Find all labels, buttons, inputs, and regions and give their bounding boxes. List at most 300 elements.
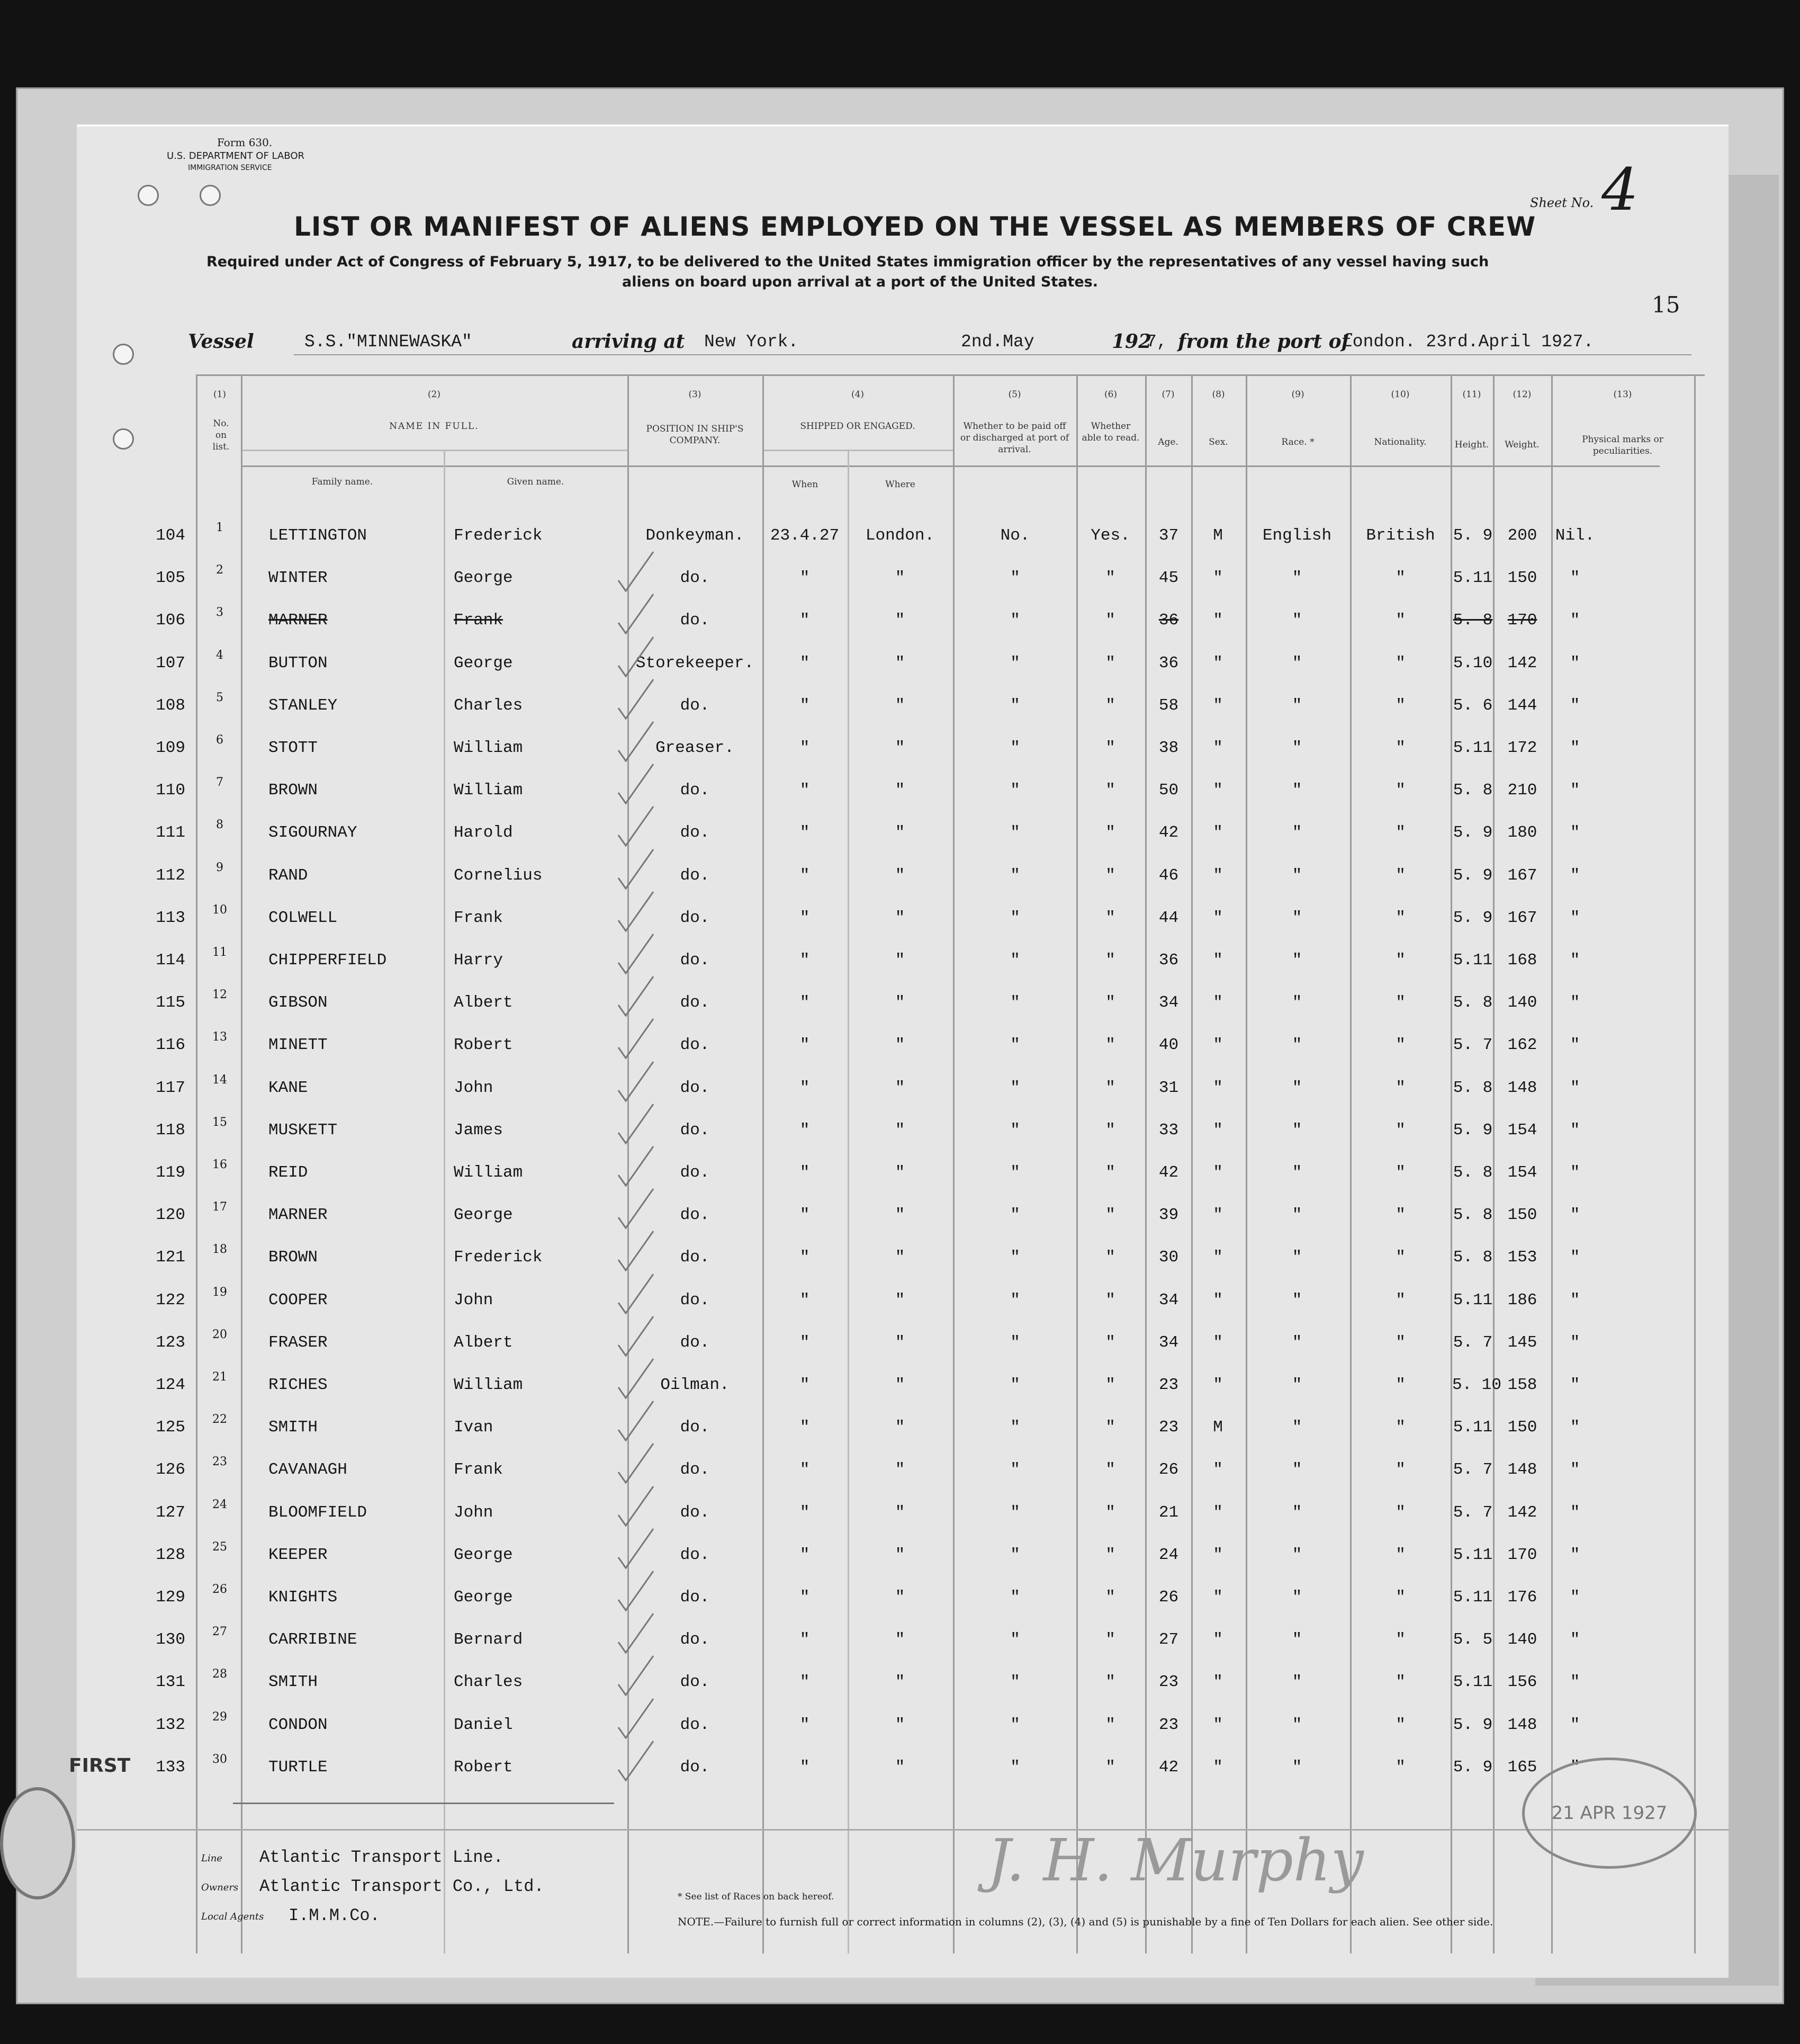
row-shipped-where: "	[895, 1120, 905, 1140]
row-ref-number: 106	[156, 611, 185, 630]
row-weight: 186	[1507, 1290, 1537, 1310]
row-nationality: "	[1396, 739, 1406, 757]
row-age: 46	[1158, 866, 1179, 885]
owners-value: Atlantic Transport Co., Ltd.	[259, 1877, 544, 1896]
col-shipped-number: (4)	[851, 389, 865, 400]
row-ref-number: 110	[156, 781, 185, 800]
row-sex: "	[1213, 1545, 1223, 1564]
requirement-line-1: Required under Act of Congress of February 5, 1917, to be delivered to the United States immigration officer by the representatives of any vessel having such	[206, 254, 1489, 270]
row-able-to-read: "	[1105, 1120, 1115, 1140]
row-shipped-where: "	[895, 653, 905, 673]
row-ref-number: 119	[156, 1163, 185, 1182]
row-age: 31	[1158, 1078, 1179, 1097]
row-shipped-when: "	[799, 908, 810, 927]
row-height: 5. 9	[1453, 866, 1493, 885]
row-sex: "	[1213, 1248, 1223, 1267]
row-sex: "	[1213, 739, 1223, 757]
row-ref-number: 115	[156, 993, 185, 1012]
col-sex-number: (8)	[1212, 389, 1225, 400]
row-able-to-read: "	[1105, 866, 1115, 885]
row-position: do.	[680, 1290, 710, 1310]
row-sex: "	[1213, 1460, 1223, 1480]
row-position: do.	[680, 823, 710, 842]
row-shipped-when: 23.4.27	[770, 526, 840, 545]
check-mark-icon	[614, 1100, 656, 1147]
row-ref-number: 120	[156, 1206, 185, 1225]
row-sex: "	[1213, 823, 1223, 842]
row-able-to-read: "	[1105, 1758, 1115, 1777]
row-ref-number: 117	[156, 1078, 185, 1097]
row-race: "	[1292, 653, 1302, 673]
row-height: 5. 9	[1453, 526, 1493, 545]
row-shipped-when: "	[799, 866, 810, 885]
row-shipped-where: "	[895, 1418, 905, 1437]
row-shipped-when: "	[799, 1206, 810, 1225]
consulate-seal	[0, 1787, 75, 1899]
row-weight: 150	[1507, 1206, 1537, 1225]
row-paid-off: "	[1010, 1333, 1020, 1352]
row-nationality: "	[1396, 1290, 1406, 1310]
row-position: do.	[680, 1078, 710, 1097]
row-physical-marks: "	[1570, 1120, 1580, 1140]
row-weight: 168	[1507, 951, 1537, 970]
header-bottom-rule	[241, 465, 1660, 467]
row-physical-marks: "	[1570, 696, 1580, 715]
table-row	[77, 691, 1729, 739]
row-nationality: "	[1396, 993, 1406, 1012]
arriving-label: arriving at	[572, 330, 685, 353]
row-shipped-when: "	[799, 1078, 810, 1097]
row-nationality: "	[1396, 1163, 1406, 1182]
table-row	[77, 1030, 1729, 1078]
row-position: do.	[680, 569, 710, 588]
row-family-name: SIGOURNAY	[268, 823, 357, 842]
row-height: 5. 7	[1453, 1333, 1493, 1352]
row-nationality: "	[1396, 611, 1406, 630]
row-family-name: SMITH	[268, 1418, 318, 1437]
row-race: "	[1292, 1418, 1302, 1437]
row-race: "	[1292, 993, 1302, 1012]
row-physical-marks: "	[1570, 1460, 1580, 1480]
row-age: 26	[1158, 1460, 1179, 1480]
row-list-number: 9	[216, 860, 223, 874]
row-ref-number: 132	[156, 1715, 185, 1734]
row-physical-marks: "	[1570, 1418, 1580, 1437]
row-given-name: James	[454, 1120, 503, 1140]
check-mark-icon	[614, 548, 656, 595]
col-position-number: (3)	[688, 389, 701, 400]
row-height: 5. 8	[1453, 611, 1493, 630]
punch-hole	[113, 428, 134, 450]
row-age: 21	[1158, 1503, 1179, 1522]
row-sex: "	[1213, 1673, 1223, 1692]
row-nationality: "	[1396, 1715, 1406, 1734]
row-weight: 165	[1507, 1758, 1537, 1777]
row-given-name: George	[454, 1206, 513, 1225]
col-no-number: (1)	[213, 389, 227, 400]
row-sex: "	[1213, 696, 1223, 715]
row-family-name: KANE	[268, 1078, 308, 1097]
row-list-number: 1	[216, 521, 223, 534]
row-shipped-where: "	[895, 1036, 905, 1055]
row-height: 5.11	[1453, 1588, 1493, 1607]
row-ref-number: 133	[156, 1758, 185, 1777]
row-position: Storekeeper.	[635, 653, 754, 673]
from-port-label: from the port of	[1178, 330, 1350, 353]
margin-number: 15	[1652, 292, 1680, 318]
line-label: Line	[201, 1853, 222, 1864]
row-able-to-read: "	[1105, 951, 1115, 970]
check-mark-icon	[614, 718, 656, 765]
row-paid-off: "	[1010, 1673, 1020, 1692]
row-race: "	[1292, 1163, 1302, 1182]
year-suffix: 7,	[1146, 332, 1167, 352]
row-given-name: Bernard	[454, 1630, 523, 1649]
row-given-name: William	[454, 1376, 523, 1394]
row-family-name: STOTT	[268, 739, 318, 757]
row-sex: "	[1213, 1333, 1223, 1352]
row-height: 5.11	[1453, 1290, 1493, 1310]
row-given-name: Frederick	[454, 1248, 543, 1267]
row-ref-number: 109	[156, 739, 185, 757]
row-sex: "	[1213, 951, 1223, 970]
row-family-name: WINTER	[268, 569, 328, 588]
row-given-name: George	[454, 1545, 513, 1564]
row-age: 23	[1158, 1376, 1179, 1394]
row-given-name: George	[454, 1588, 513, 1607]
row-nationality: "	[1396, 653, 1406, 673]
row-age: 37	[1158, 526, 1179, 545]
row-shipped-where: "	[895, 823, 905, 842]
row-list-number: 10	[212, 903, 227, 917]
col-weight-header: Weight.	[1505, 440, 1540, 450]
col-where-header: Where	[885, 479, 915, 490]
row-family-name: STANLEY	[268, 696, 338, 715]
col-paid-header: Whether to be paid off or discharged at port of arrival.	[960, 421, 1069, 455]
col-marks-header: Physical marks or peculiarities.	[1582, 434, 1663, 456]
row-list-number: 19	[212, 1285, 227, 1299]
col-shipped-header: SHIPPED OR ENGAGED.	[800, 421, 915, 432]
table-row	[77, 1498, 1729, 1546]
row-shipped-when: "	[799, 951, 810, 970]
row-race: "	[1292, 1715, 1302, 1734]
row-race: "	[1292, 823, 1302, 842]
punch-hole	[138, 185, 159, 206]
col-nationality-number: (10)	[1391, 389, 1410, 400]
row-shipped-where: "	[895, 1248, 905, 1267]
row-weight: 145	[1507, 1333, 1537, 1352]
row-family-name: CAVANAGH	[268, 1460, 347, 1480]
row-weight: 156	[1507, 1673, 1537, 1692]
row-ref-number: 116	[156, 1036, 185, 1055]
col-name-header: NAME IN FULL.	[389, 421, 479, 432]
row-given-name: William	[454, 739, 523, 757]
row-shipped-when: "	[799, 993, 810, 1012]
row-paid-off: "	[1010, 569, 1020, 588]
row-weight: 180	[1507, 823, 1537, 842]
row-physical-marks: "	[1570, 569, 1580, 588]
row-shipped-where: "	[895, 696, 905, 715]
table-row	[77, 903, 1729, 951]
table-row	[77, 1115, 1729, 1163]
row-race: "	[1292, 1036, 1302, 1055]
row-weight: 158	[1507, 1376, 1537, 1394]
table-row	[77, 776, 1729, 823]
row-able-to-read: Yes.	[1091, 526, 1130, 545]
row-shipped-when: "	[799, 1588, 810, 1607]
row-shipped-when: "	[799, 1333, 810, 1352]
row-list-number: 17	[212, 1200, 227, 1214]
row-paid-off: "	[1010, 1376, 1020, 1394]
row-shipped-where: "	[895, 1630, 905, 1649]
row-sex: "	[1213, 1036, 1223, 1055]
check-mark-icon	[614, 802, 656, 850]
row-height: 5.11	[1453, 1418, 1493, 1437]
table-row	[77, 1455, 1729, 1503]
table-row	[77, 1710, 1729, 1758]
agents-value: I.M.M.Co.	[289, 1906, 380, 1925]
row-height: 5. 6	[1453, 696, 1493, 715]
punch-hole	[113, 344, 134, 365]
row-age: 27	[1158, 1630, 1179, 1649]
row-height: 5. 8	[1453, 1078, 1493, 1097]
col-race-header: Race. *	[1281, 437, 1315, 447]
row-height: 5. 9	[1453, 1715, 1493, 1734]
row-race: "	[1292, 1290, 1302, 1310]
departure-port: London. 23rd.April 1927.	[1342, 332, 1594, 352]
row-family-name: RICHES	[268, 1376, 328, 1394]
row-given-name: Harold	[454, 823, 513, 842]
row-sex: "	[1213, 908, 1223, 927]
row-family-name: LETTINGTON	[268, 526, 367, 545]
row-shipped-where: "	[895, 908, 905, 927]
row-paid-off: No.	[1000, 526, 1030, 545]
sheet-label: Sheet No.	[1530, 195, 1594, 210]
first-mark: FIRST	[69, 1755, 131, 1777]
row-weight: 167	[1507, 908, 1537, 927]
row-family-name: COLWELL	[268, 908, 338, 927]
col-marks-number: (13)	[1613, 389, 1632, 400]
row-weight: 162	[1507, 1036, 1537, 1055]
row-physical-marks: "	[1570, 1503, 1580, 1522]
col-no-header: No. on list.	[212, 418, 230, 452]
check-mark-icon	[614, 845, 656, 893]
row-shipped-where: "	[895, 1460, 905, 1480]
office-stamp	[1522, 1758, 1697, 1869]
row-able-to-read: "	[1105, 823, 1115, 842]
row-paid-off: "	[1010, 951, 1020, 970]
table-row	[77, 1752, 1729, 1800]
row-age: 39	[1158, 1206, 1179, 1225]
row-list-number: 8	[216, 818, 223, 832]
races-note: * See list of Races on back hereof.	[678, 1891, 834, 1902]
row-physical-marks: "	[1570, 1036, 1580, 1055]
row-able-to-read: "	[1105, 1290, 1115, 1310]
row-shipped-when: "	[799, 1715, 810, 1734]
table-row	[77, 521, 1729, 569]
agents-label: Local Agents	[201, 1911, 264, 1922]
col-when-header: When	[791, 479, 818, 490]
row-weight: 148	[1507, 1078, 1537, 1097]
row-family-name: GIBSON	[268, 993, 328, 1012]
table-row	[77, 1583, 1729, 1630]
row-shipped-when: "	[799, 1758, 810, 1777]
row-paid-off: "	[1010, 993, 1020, 1012]
row-ref-number: 130	[156, 1630, 185, 1649]
row-sex: "	[1213, 1758, 1223, 1777]
row-weight: 140	[1507, 993, 1537, 1012]
row-shipped-when: "	[799, 1036, 810, 1055]
row-list-number: 7	[216, 776, 223, 790]
row-physical-marks: "	[1570, 739, 1580, 757]
row-position: do.	[680, 866, 710, 885]
row-sex: "	[1213, 781, 1223, 800]
row-weight: 172	[1507, 739, 1537, 757]
row-position: do.	[680, 1163, 710, 1182]
row-age: 23	[1158, 1715, 1179, 1734]
row-physical-marks: "	[1570, 611, 1580, 630]
row-position: do.	[680, 1418, 710, 1437]
row-race: "	[1292, 866, 1302, 885]
col-position-header: POSITION IN SHIP'S COMPANY.	[646, 424, 744, 446]
row-paid-off: "	[1010, 908, 1020, 927]
col-read-number: (6)	[1104, 389, 1118, 400]
row-given-name: Frank	[454, 1460, 503, 1480]
row-shipped-where: "	[895, 951, 905, 970]
row-age: 30	[1158, 1248, 1179, 1267]
row-physical-marks: "	[1570, 1588, 1580, 1607]
row-family-name: BROWN	[268, 781, 318, 800]
row-sex: "	[1213, 1078, 1223, 1097]
table-top-rule	[196, 374, 1705, 376]
row-nationality: "	[1396, 1078, 1406, 1097]
row-race: "	[1292, 1206, 1302, 1225]
row-sex: M	[1213, 526, 1223, 545]
row-position: do.	[680, 1248, 710, 1267]
year-prefix: 192	[1112, 330, 1152, 353]
row-weight: 154	[1507, 1163, 1537, 1182]
row-list-number: 25	[212, 1540, 227, 1554]
row-nationality: "	[1396, 823, 1406, 842]
row-age: 33	[1158, 1120, 1179, 1140]
row-able-to-read: "	[1105, 1460, 1115, 1480]
row-nationality: "	[1396, 1460, 1406, 1480]
row-position: do.	[680, 1588, 710, 1607]
row-physical-marks: "	[1570, 653, 1580, 673]
row-shipped-when: "	[799, 781, 810, 800]
row-shipped-where: "	[895, 866, 905, 885]
row-position: do.	[680, 993, 710, 1012]
row-list-number: 11	[212, 946, 227, 959]
row-nationality: "	[1396, 1418, 1406, 1437]
row-shipped-where: London.	[865, 526, 935, 545]
fine-note: NOTE.—Failure to furnish full or correct information in columns (2), (3), (4) and (5) is punishable by a fine of Ten Dollars for each alien. See other side.	[678, 1915, 1493, 1928]
row-paid-off: "	[1010, 1290, 1020, 1310]
row-sex: "	[1213, 1163, 1223, 1182]
row-able-to-read: "	[1105, 569, 1115, 588]
footer-rule	[77, 1829, 1729, 1831]
row-given-name: John	[454, 1078, 493, 1097]
row-list-number: 28	[212, 1668, 227, 1681]
row-able-to-read: "	[1105, 1588, 1115, 1607]
row-list-number: 20	[212, 1328, 227, 1341]
row-ref-number: 114	[156, 951, 185, 970]
row-list-number: 24	[212, 1498, 227, 1511]
row-ref-number: 111	[156, 823, 185, 842]
arrival-date: 2nd.May	[961, 332, 1034, 352]
table-row	[77, 1413, 1729, 1460]
row-age: 50	[1158, 781, 1179, 800]
row-shipped-when: "	[799, 696, 810, 715]
row-paid-off: "	[1010, 1206, 1020, 1225]
row-age: 45	[1158, 569, 1179, 588]
row-paid-off: "	[1010, 611, 1020, 630]
row-physical-marks: "	[1570, 1715, 1580, 1734]
row-shipped-when: "	[799, 1630, 810, 1649]
row-paid-off: "	[1010, 781, 1020, 800]
row-given-name: William	[454, 1163, 523, 1182]
row-family-name: MINETT	[268, 1036, 328, 1055]
row-able-to-read: "	[1105, 1206, 1115, 1225]
row-shipped-when: "	[799, 1673, 810, 1692]
vessel-name: S.S."MINNEWASKA"	[304, 332, 472, 352]
check-mark-icon	[614, 1185, 656, 1232]
check-mark-icon	[614, 1482, 656, 1530]
row-nationality: "	[1396, 1376, 1406, 1394]
row-able-to-read: "	[1105, 993, 1115, 1012]
row-ref-number: 126	[156, 1460, 185, 1480]
signature: J. H. Murphy	[987, 1826, 1364, 1894]
table-row	[77, 563, 1729, 611]
row-shipped-where: "	[895, 1588, 905, 1607]
row-age: 23	[1158, 1418, 1179, 1437]
check-mark-icon	[614, 633, 656, 680]
row-height: 5. 7	[1453, 1460, 1493, 1480]
row-physical-marks: "	[1570, 1545, 1580, 1564]
row-able-to-read: "	[1105, 1545, 1115, 1564]
row-given-name: William	[454, 781, 523, 800]
row-nationality: "	[1396, 1758, 1406, 1777]
row-height: 5. 8	[1453, 781, 1493, 800]
row-sex: "	[1213, 653, 1223, 673]
col-height-header: Height.	[1454, 440, 1489, 450]
row-physical-marks: "	[1570, 1290, 1580, 1310]
row-shipped-where: "	[895, 993, 905, 1012]
row-ref-number: 104	[156, 526, 185, 545]
row-age: 44	[1158, 908, 1179, 927]
row-able-to-read: "	[1105, 1333, 1115, 1352]
row-race: "	[1292, 1588, 1302, 1607]
row-family-name: BUTTON	[268, 653, 328, 673]
row-able-to-read: "	[1105, 1715, 1115, 1734]
row-shipped-where: "	[895, 1715, 905, 1734]
row-shipped-where: "	[895, 1206, 905, 1225]
row-able-to-read: "	[1105, 1418, 1115, 1437]
row-physical-marks: "	[1570, 1078, 1580, 1097]
row-height: 5. 9	[1453, 1120, 1493, 1140]
col-given-header: Given name.	[507, 477, 564, 487]
row-weight: 170	[1507, 1545, 1537, 1564]
row-position: do.	[680, 1758, 710, 1777]
list-end-rule	[233, 1803, 614, 1804]
row-nationality: "	[1396, 866, 1406, 885]
table-row	[77, 606, 1729, 653]
table-row	[77, 1370, 1729, 1418]
row-list-number: 26	[212, 1583, 227, 1596]
row-physical-marks: "	[1570, 993, 1580, 1012]
row-ref-number: 127	[156, 1503, 185, 1522]
row-height: 5. 8	[1453, 1206, 1493, 1225]
